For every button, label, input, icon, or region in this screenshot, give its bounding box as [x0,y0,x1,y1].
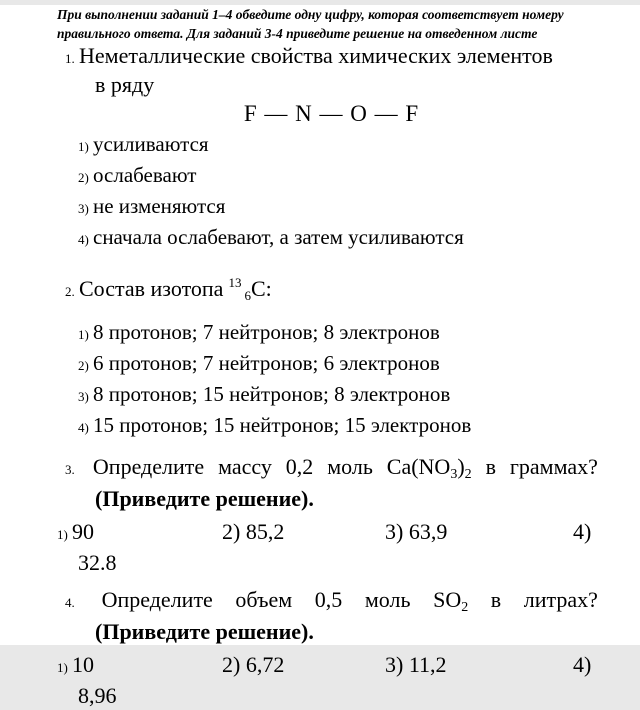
option-marker: 2) [78,358,89,373]
option-item [78,223,598,254]
word: Определите [101,587,213,612]
answer-marker: 4) [573,652,592,677]
question-3-number: 3. [65,462,75,477]
option-text: 15 протонов; 15 нейтронов; 15 электронов [93,413,472,437]
question-1-line-2: в ряду [95,72,155,97]
option-text: сначала ослабевают, а затем усиливаются [93,225,464,249]
question-1-number: 1. [65,51,75,66]
option-marker: 3) [78,201,89,216]
question-1-options [65,130,598,254]
question-3 [65,453,598,514]
answer-4-wrapped-value: 32.8 [78,550,117,575]
word: в [485,454,496,479]
answer-marker: 1) [57,527,68,542]
question-3-text [65,453,598,484]
option-item [78,411,598,442]
answer-value: 90 [72,519,94,544]
chem-subscript: 2 [461,600,469,615]
question-1-text [65,43,598,72]
option-marker: 2) [78,170,89,185]
word: моль [364,587,411,612]
element-series-formula: F — N — O — F [243,101,420,126]
answer-option [385,651,573,682]
instructions-line-2: правильного ответа. Для заданий 3-4 приведите решение на отведенном листе [57,26,538,41]
answer-option [573,518,640,549]
chem-formula-calcium-nitrate [387,453,472,481]
solution-note: (Приведите решение). [95,486,314,511]
option-text: 8 протонов; 15 нейтронов; 8 электронов [93,382,451,406]
chem-subscript: 2 [464,467,472,482]
option-text: не изменяются [93,194,226,218]
answer-option [573,651,640,682]
word: объем [235,587,293,612]
answer-value: 85,2 [245,519,285,544]
option-item [78,349,598,380]
chem-subscript: 3 [450,467,458,482]
question-2 [65,268,598,442]
answer-option [57,518,222,549]
question-1-line-1: Неметаллические свойства химических элементов [79,43,553,68]
option-item [78,380,598,411]
answer-marker: 3) [385,652,404,677]
answer-option [385,518,573,549]
exam-document-page [0,5,640,708]
option-marker: 1) [78,327,89,342]
answer-marker: 2) [222,519,241,544]
chem-part: Ca(NO [386,454,451,479]
word: граммах? [509,454,598,479]
question-1 [65,43,598,254]
solution-note: (Приведите решение). [95,619,314,644]
chem-formula-sulfur-dioxide [433,586,468,614]
question-2-stem: Состав изотопа [79,276,224,301]
instructions-text [57,5,595,43]
question-4 [65,586,598,647]
option-item [78,161,598,192]
question-4-text [65,586,598,617]
question-4-answers [57,651,640,682]
isotope-atomic-number: 6 [244,288,251,303]
option-marker: 4) [78,420,89,435]
question-4-number: 4. [65,595,75,610]
answer-marker: 1) [57,660,68,675]
option-marker: 1) [78,139,89,154]
answer-value: 10 [72,652,94,677]
question-3-answers [57,518,640,549]
chem-part: ) [457,454,465,479]
question-2-number: 2. [65,284,75,299]
answer-option [222,518,385,549]
word: литрах? [523,587,598,612]
question-2-options [65,318,598,442]
answer-marker: 3) [385,519,404,544]
option-item [78,192,598,223]
chem-part: SO [433,587,462,612]
isotope-symbol: C: [250,276,272,301]
option-marker: 4) [78,232,89,247]
answer-value: 11,2 [408,652,447,677]
option-text: ослабевают [93,163,197,187]
option-text: 6 протонов; 7 нейтронов; 6 электронов [93,351,440,375]
word: в [490,587,502,612]
answer-option [222,651,385,682]
option-item [78,318,598,349]
question-2-text [65,268,598,311]
answer-option [57,651,222,682]
option-marker: 3) [78,389,89,404]
isotope-mass-number: 13 [228,275,242,290]
answer-marker: 4) [573,519,592,544]
answer-value: 6,72 [245,652,285,677]
option-text: усиливаются [93,132,209,156]
word: 0,5 [314,587,343,612]
answer-4-wrapped-value: 8,96 [78,683,117,708]
word: массу [218,454,272,479]
word: Определите [92,454,205,479]
option-text: 8 протонов; 7 нейтронов; 8 электронов [93,320,440,344]
word: моль [327,454,373,479]
option-item [78,130,598,161]
word: 0,2 [285,454,314,479]
answer-value: 63,9 [408,519,448,544]
instructions-line-1: При выполнении заданий 1–4 обведите одну цифру, которая соответствует номеру [57,7,564,22]
answer-marker: 2) [222,652,241,677]
